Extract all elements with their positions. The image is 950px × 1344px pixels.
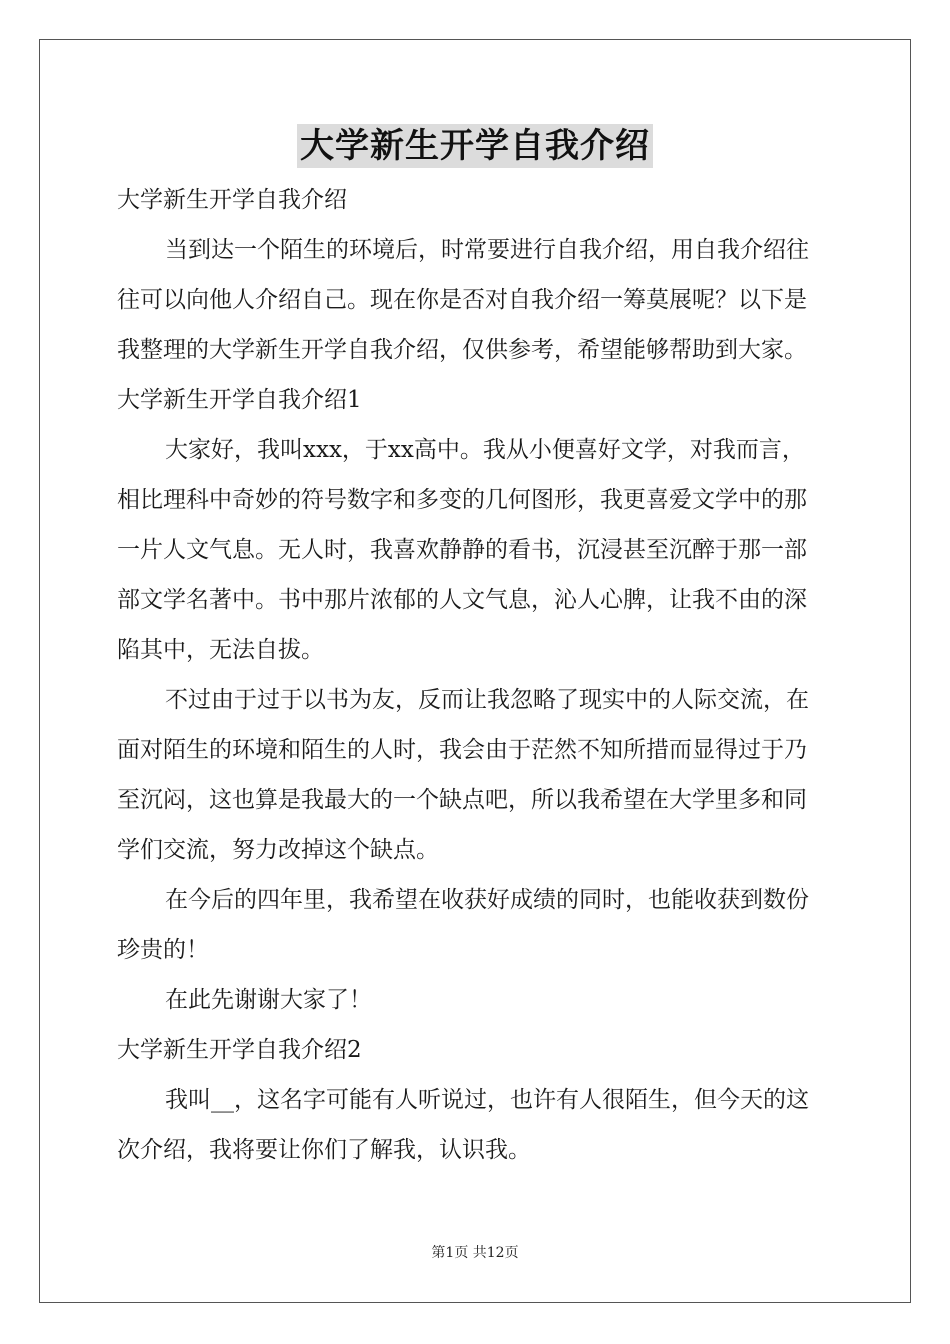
paragraph-line: 相比理科中奇妙的符号数字和多变的几何图形，我更喜爱文学中的那 <box>117 487 807 513</box>
page-footer: 第1页 共12页 <box>431 1245 519 1261</box>
paragraph-line: 在今后的四年里，我希望在收获好成绩的同时，也能收获到数份 <box>165 887 809 913</box>
paragraph-line: 大家好，我叫xxx，于xx高中。我从小便喜好文学，对我而言， <box>165 437 805 463</box>
subtitle: 大学新生开学自我介绍 <box>117 187 347 213</box>
document-title-text: 大学新生开学自我介绍 <box>297 124 653 168</box>
paragraph-line: 部文学名著中。书中那片浓郁的人文气息，沁人心脾，让我不由的深 <box>117 587 807 613</box>
paragraph-line: 陷其中，无法自拔。 <box>117 637 324 663</box>
paragraph-line: 当到达一个陌生的环境后，时常要进行自我介绍，用自我介绍往 <box>165 237 809 263</box>
paragraph-line: 学们交流，努力改掉这个缺点。 <box>117 837 439 863</box>
document-title <box>0 124 950 168</box>
paragraph-line: 我叫__，这名字可能有人听说过，也许有人很陌生，但今天的这 <box>165 1087 809 1113</box>
paragraph-line: 至沉闷，这也算是我最大的一个缺点吧，所以我希望在大学里多和同 <box>117 787 807 813</box>
paragraph-line: 往可以向他人介绍自己。现在你是否对自我介绍一筹莫展呢？以下是 <box>117 287 807 313</box>
paragraph-line: 次介绍，我将要让你们了解我，认识我。 <box>117 1137 531 1163</box>
section-heading: 大学新生开学自我介绍2 <box>117 1037 362 1063</box>
paragraph-line: 珍贵的！ <box>117 937 209 963</box>
paragraph-line: 面对陌生的环境和陌生的人时，我会由于茫然不知所措而显得过于乃 <box>117 737 807 763</box>
paragraph-line: 我整理的大学新生开学自我介绍，仅供参考，希望能够帮助到大家。 <box>117 337 807 363</box>
paragraph-line: 不过由于过于以书为友，反而让我忽略了现实中的人际交流，在 <box>165 687 809 713</box>
section-heading: 大学新生开学自我介绍1 <box>117 387 362 413</box>
paragraph-line: 一片人文气息。无人时，我喜欢静静的看书，沉浸甚至沉醉于那一部 <box>117 537 807 563</box>
paragraph-line: 在此先谢谢大家了！ <box>165 987 372 1013</box>
